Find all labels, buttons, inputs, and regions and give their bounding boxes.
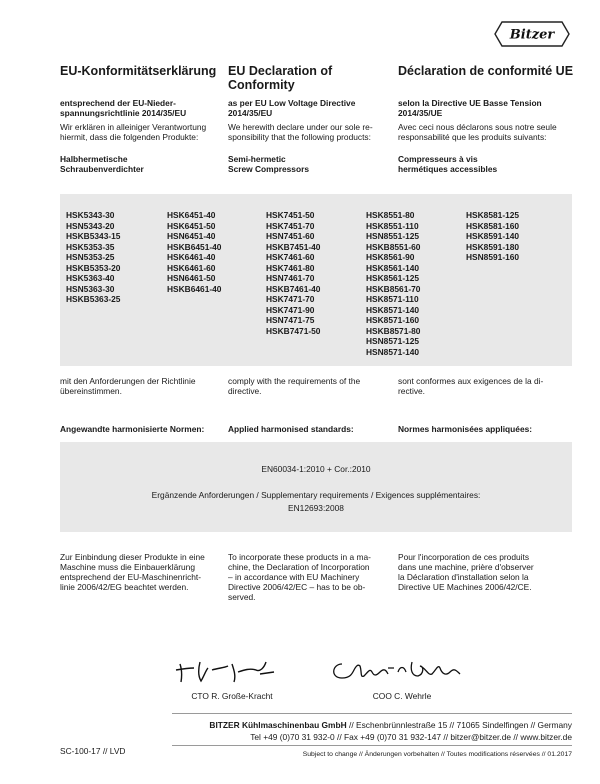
model-item: HSKB8561-70: [366, 283, 421, 294]
bitzer-logo: [494, 20, 570, 48]
footer-divider-top: [172, 713, 572, 714]
model-item: HSN5343-20: [66, 220, 115, 231]
model-item: HSN6451-40: [167, 231, 216, 241]
model-item: HSK8561-140: [366, 262, 420, 273]
models-column-5: [466, 210, 519, 263]
model-item: HSK7461-80: [266, 262, 315, 273]
company-address: [209, 720, 572, 730]
subtitle-fr: selon la Directive UE Basse Tension 2014/35/UE: [398, 98, 542, 118]
title-fr: Déclaration de conformité UE: [398, 64, 574, 78]
company-contact: Tel +49 (0)70 31 932-0 // Fax +49 (0)70 31 932-147 // bitzer@bitzer.de // www.bitzer.de: [250, 732, 572, 742]
model-item: HSK8591-140: [466, 231, 520, 241]
document-id: SC-100-17 // LVD: [60, 746, 126, 756]
subtitle-de: entsprechend der EU-Nieder- spannungsrichtlinie 2014/35/EU: [60, 98, 187, 118]
models-column-1: [66, 210, 120, 305]
intro-en: We herewith declare under our sole re- sponsibility that the following products:: [228, 122, 373, 142]
subtitle-en: as per EU Low Voltage Directive 2014/35/EU: [228, 98, 356, 118]
fine-print: Subject to change // Änderungen vorbehalten // Toutes modifications réservées // 01.2017: [302, 751, 572, 758]
standard-supplementary: EN12693:2008: [288, 503, 344, 513]
model-item: HSKB7451-40: [266, 241, 321, 252]
standards-label-de: Angewandte harmonisierte Normen:: [60, 424, 205, 434]
model-item: HSK7471-70: [266, 294, 315, 304]
standards-label-fr: Normes harmonisées appliquées:: [398, 424, 533, 434]
model-item: HSK8561-90: [366, 252, 415, 262]
model-item: HSK8571-140: [366, 304, 420, 315]
model-item: HSK8591-180: [466, 241, 520, 252]
svg-text:Bitzer: Bitzer: [509, 27, 555, 43]
intro-de: Wir erklären in alleiniger Verantwortung hiermit, dass die folgenden Produkte:: [60, 122, 207, 142]
signature-label-cto: CTO R. Große-Kracht: [191, 691, 273, 701]
model-item: HSK8551-110: [366, 220, 419, 231]
models-column-2: [167, 210, 221, 294]
comply-de: mit den Anforderungen der Richtlinie übereinstimmen.: [60, 376, 196, 396]
models-column-3: [266, 210, 320, 336]
model-item: HSK8571-110: [366, 294, 419, 304]
comply-fr: sont conformes aux exigences de la di- rective.: [398, 376, 544, 396]
standard-main: EN60034-1:2010 + Cor.:2010: [261, 464, 371, 474]
company-name: BITZER Kühlmaschinenbau GmbH: [209, 720, 347, 730]
supplementary-label: Ergänzende Anforderungen / Supplementary requirements / Exigences supplémentaires:: [151, 490, 481, 500]
model-item: HSK6461-60: [167, 262, 216, 273]
model-item: HSKB6461-40: [167, 283, 222, 294]
standards-panel: [60, 442, 572, 532]
model-item: HSKB8551-60: [366, 241, 421, 252]
model-item: HSK8581-125: [466, 210, 520, 220]
model-item: HSK7471-90: [266, 304, 315, 315]
model-item: HSN8591-160: [466, 252, 520, 262]
model-item: HSN6461-50: [167, 273, 216, 283]
footer-divider-bottom: [172, 745, 572, 746]
model-item: HSN7471-75: [266, 315, 315, 325]
intro-fr: Avec ceci nous déclarons sous notre seule responsabilité que les produits suivants:: [398, 122, 557, 142]
model-item: HSKB5363-25: [66, 294, 121, 304]
model-item: HSK8581-160: [466, 220, 520, 231]
signature-cto: [174, 656, 284, 686]
title-de: EU-Konformitätserklärung: [60, 64, 217, 78]
machinery-en: To incorporate these products in a ma- chine, the Declaration of Incorporation – in accordance with EU Machinery Directive 2006/42/EC – has to be ob- served.: [228, 552, 371, 602]
model-item: HSN5363-30: [66, 283, 115, 294]
model-item: HSKB5353-20: [66, 262, 121, 273]
model-item: HSKB7471-50: [266, 325, 321, 336]
product-en: Semi-hermetic Screw Compressors: [228, 154, 309, 174]
model-item: HSN8551-125: [366, 231, 420, 241]
signature-coo: [328, 656, 468, 686]
models-column-4: [366, 210, 420, 357]
model-item: HSKB7461-40: [266, 283, 321, 294]
signature-label-coo: COO C. Wehrle: [372, 691, 432, 701]
model-item: HSK5363-40: [66, 273, 115, 283]
machinery-fr: Pour l'incorporation de ces produits dans une machine, prière d'observer la Déclaration d'installation selon la Directive UE Machines 2006/42/CE.: [398, 552, 534, 592]
model-item: HSKB8571-80: [366, 325, 421, 336]
model-item: HSN8571-140: [366, 346, 420, 357]
model-item: HSK6461-40: [167, 252, 216, 262]
model-item: HSKB5343-15: [66, 231, 121, 241]
model-item: HSK6451-40: [167, 210, 216, 220]
address-text: // Eschenbrünnlestraße 15 // 71065 Sindelfingen // Germany: [346, 720, 572, 730]
product-de: Halbhermetische Schraubenverdichter: [60, 154, 144, 174]
model-item: HSK6451-50: [167, 220, 216, 231]
standards-label-en: Applied harmonised standards:: [228, 424, 354, 434]
title-en: EU Declaration of Conformity: [228, 64, 333, 92]
model-item: HSK7451-50: [266, 210, 315, 220]
model-item: HSN8571-125: [366, 336, 420, 346]
model-item: HSN7461-70: [266, 273, 315, 283]
model-item: HSKB6451-40: [167, 241, 222, 252]
model-item: HSN5353-25: [66, 252, 115, 262]
model-item: HSK8551-80: [366, 210, 415, 220]
model-item: HSK8571-160: [366, 315, 420, 325]
model-item: HSK5353-35: [66, 241, 115, 252]
product-fr: Compresseurs à vis hermétiques accessibles: [398, 154, 498, 174]
model-item: HSN7451-60: [266, 231, 315, 241]
model-item: HSK5343-30: [66, 210, 115, 220]
model-item: HSK8561-125: [366, 273, 420, 283]
model-item: HSK7461-60: [266, 252, 315, 262]
comply-en: comply with the requirements of the directive.: [228, 376, 361, 396]
machinery-de: Zur Einbindung dieser Produkte in eine Maschine muss die Einbauerklärung entsprechend der EU-Maschinenricht- linie 2006/42/EG beachtet werden.: [60, 552, 205, 592]
model-item: HSK7451-70: [266, 220, 315, 231]
